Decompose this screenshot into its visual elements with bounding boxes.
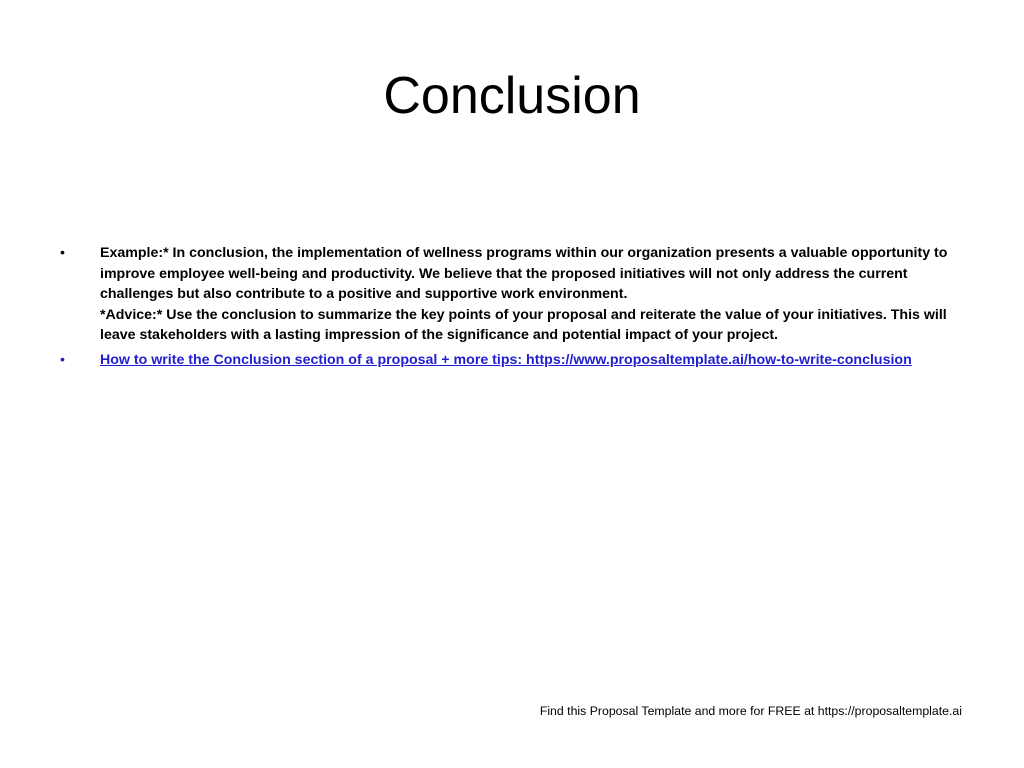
page-title: Conclusion: [383, 67, 641, 125]
bullet-icon: •: [60, 245, 65, 261]
example-text: Example:* In conclusion, the implementation of wellness programs within our organization presents a valuable opportunity to improve employee well-being and productivity. We believe that the proposed initiatives will not only address the current challenges but also contribute to a positive and supportive work environment.: [100, 245, 948, 302]
advice-text: *Advice:* Use the conclusion to summarize the key points of your proposal and reiterate the value of your initiatives. This will leave stakeholders with a lasting impression of the significance and potential impact of your project.: [100, 306, 947, 343]
conclusion-guide-link[interactable]: How to write the Conclusion section of a proposal + more tips: https://www.proposaltemplate.ai/how-to-write-conclusion: [100, 351, 912, 368]
footer-credit: Find this Proposal Template and more for FREE at https://proposaltemplate.ai: [539, 704, 962, 718]
list-item-link: [60, 350, 965, 371]
list-item-example: [60, 243, 965, 346]
bullet-icon: •: [60, 351, 65, 368]
bullet-list: [60, 243, 965, 374]
